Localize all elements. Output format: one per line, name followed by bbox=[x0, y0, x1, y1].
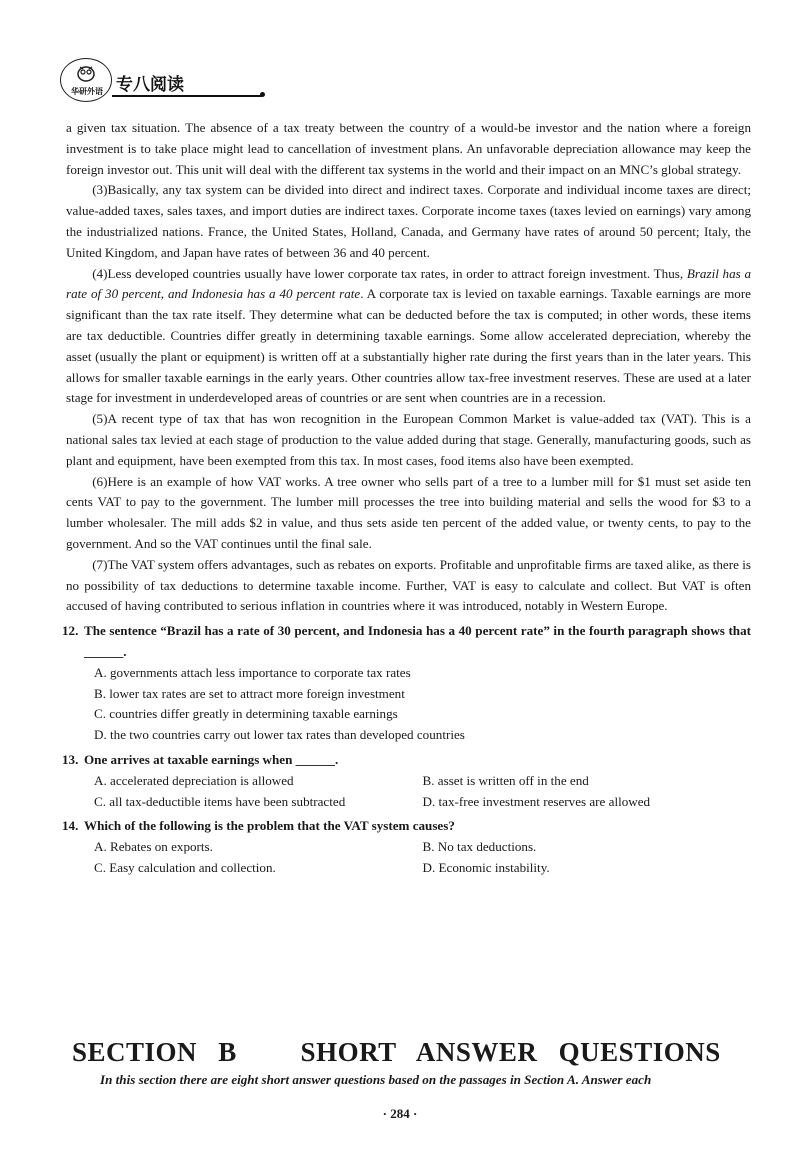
question-number: 14. bbox=[62, 818, 79, 834]
option-c[interactable]: C. all tax-deductible items have been subtracted bbox=[94, 793, 346, 809]
paragraph-4-text-rest: . A corporate tax is levied on taxable earnings. Taxable earnings are more significant than the tax rate itself. They determine what can be deducted before the tax is computed; in other words, these items are tax deductible. Countries differ greatly in determining taxable earnings. Some allow accelerated depreciation, whereby the asset (usually the plant or equipment) is written off at a substantially higher rate during the first years than in the later years. This allows for smaller taxable earnings in the early years. Other countries allow tax-free investment reserves. These are used at a later stage for investment in underdeveloped areas of countries or are sent when countries are in a recession. bbox=[66, 286, 751, 406]
section-title: SECTION B SHORT ANSWER QUESTIONS bbox=[72, 1037, 721, 1067]
option-b[interactable]: B. asset is written off in the end bbox=[422, 772, 589, 788]
option-b[interactable]: B. lower tax rates are set to attract more foreign investment bbox=[94, 685, 405, 701]
question-12 bbox=[62, 621, 751, 746]
option-a[interactable]: A. Rebates on exports. bbox=[94, 839, 213, 855]
option-a[interactable]: A. accelerated depreciation is allowed bbox=[94, 772, 294, 788]
option-d[interactable]: D. Economic instability. bbox=[422, 859, 550, 875]
page-header bbox=[60, 58, 760, 102]
owl-icon bbox=[75, 63, 97, 83]
option-c[interactable]: C. Easy calculation and collection. bbox=[94, 859, 276, 875]
option-d[interactable]: D. the two countries carry out lower tax rates than developed countries bbox=[94, 727, 465, 743]
paragraph-5: (5)A recent type of tax that has won recognition in the European Common Market is value-added tax (VAT). This is a national sales tax levied at each stage of production to the value added during that stage. Generally, manufacturing goods, such as plant and equipment, have been exempted from this tax. In most cases, food items also have been exempted. bbox=[66, 411, 751, 468]
passage-content bbox=[62, 118, 751, 879]
option-c[interactable]: C. countries differ greatly in determining taxable earnings bbox=[94, 706, 398, 722]
question-stem: Which of the following is the problem that the VAT system causes? bbox=[84, 818, 455, 834]
question-14 bbox=[62, 816, 751, 878]
option-b[interactable]: B. No tax deductions. bbox=[422, 839, 537, 855]
paragraph-4-text: (4)Less developed countries usually have lower corporate tax rates, in order to attract foreign investment. Thus, bbox=[92, 265, 687, 281]
page-number: · 284 · bbox=[382, 1106, 418, 1121]
question-stem: The sentence “Brazil has a rate of 30 percent, and Indonesia has a 40 percent rate” in the fourth paragraph shows that ______. bbox=[84, 623, 751, 659]
highlighted-sentence: Brazil has a rate of 30 percent, and Indonesia has a 40 percent rate bbox=[66, 265, 751, 302]
question-stem: One arrives at taxable earnings when ______. bbox=[84, 751, 339, 767]
paragraph-6: (6)Here is an example of how VAT works. A tree owner who sells part of a tree to a lumber mill for $1 must set aside ten cents VAT to pay to the government. The lumber mill processes the tree into building material and sells the wood for $3 to a lumber wholesaler. The mill adds $2 in value, and thus sets aside ten percent of the added value, or twenty cents, to pay to the government. And so the VAT continues until the final sale. bbox=[66, 473, 751, 551]
paragraph-continuation: a given tax situation. The absence of a tax treaty between the country of a would-be investor and the nation where a foreign investment is to take place might lead to cancellation of investment plans. An unfavorable depreciation allowance may keep the foreign investor out. This unit will deal with the different tax systems in the world and their impact on an MNC’s global strategy. bbox=[66, 120, 751, 177]
paragraph-4 bbox=[66, 264, 751, 410]
section-instructions: In this section there are eight short answer questions based on the passages in Section A. Answer each bbox=[100, 1072, 652, 1087]
publisher-logo bbox=[60, 58, 112, 102]
question-13 bbox=[62, 750, 751, 812]
option-d[interactable]: D. tax-free investment reserves are allowed bbox=[422, 793, 651, 809]
logo-text: 华研外语 bbox=[71, 87, 103, 96]
paragraph-7: (7)The VAT system offers advantages, such as rebates on exports. Profitable and unprofitable firms are taxed alike, as there is no possibility of tax deductions to determine taxable income. Further, VAT is easy to calculate and collect. But VAT is often accused of having contributed to serious inflation in countries where it was introduced, notably in Western Europe. bbox=[66, 556, 751, 614]
option-a[interactable]: A. governments attach less importance to corporate tax rates bbox=[94, 664, 411, 680]
header-title: 专八阅读 bbox=[116, 75, 184, 95]
header-rule-dot bbox=[260, 92, 265, 97]
header-rule bbox=[112, 95, 262, 97]
paragraph-3: (3)Basically, any tax system can be divided into direct and indirect taxes. Corporate and individual income taxes are direct; value-added taxes, sales taxes, and import duties are indirect taxes. Corporate income taxes (taxes levied on earnings) vary among the industrialized nations. France, the United States, Holland, Canada, and Germany have rates of around 50 percent; Italy, the United Kingdom, and Japan have rates of between 36 and 40 percent. bbox=[66, 182, 751, 260]
question-number: 12. bbox=[62, 623, 79, 639]
question-number: 13. bbox=[62, 751, 79, 767]
